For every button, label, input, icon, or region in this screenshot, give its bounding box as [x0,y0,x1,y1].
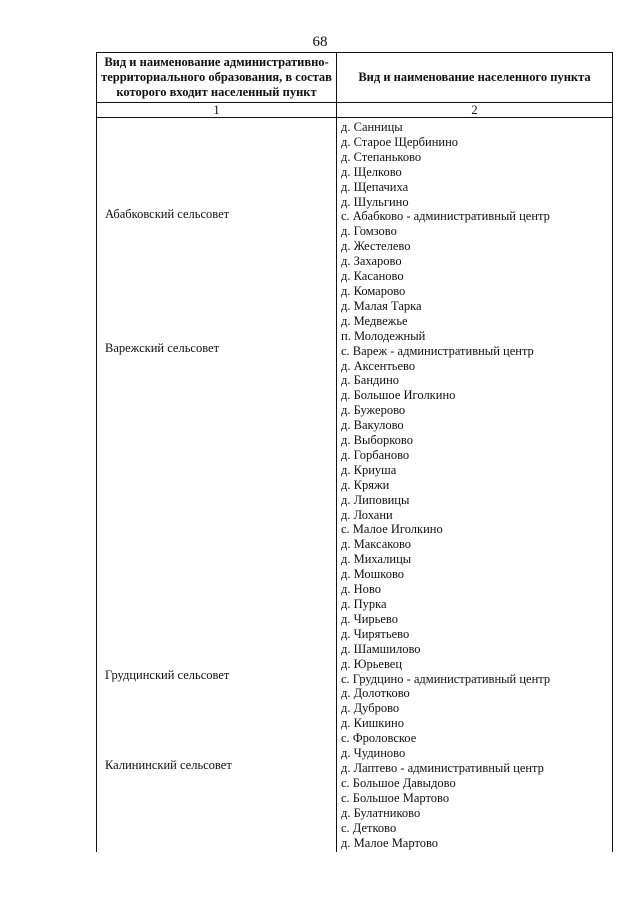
settlements-table [96,52,613,852]
settlement-item: д. Шамшилово [341,641,421,656]
district-column [97,118,337,853]
settlement-item: с. Вареж - административный центр [341,343,534,358]
settlement-item: д. Вакулово [341,418,404,433]
settlement-item: д. Дуброво [341,701,400,716]
district-grudtsinsky: Грудцинский сельсовет [105,668,230,682]
settlement-item: д. Комарово [341,283,406,298]
settlement-item: д. Лохани [341,507,393,522]
settlement-item: с. Грудцино - административный центр [341,671,551,686]
settlement-item: д. Булатниково [341,805,421,820]
district-varezhsky: Варежский сельсовет [105,341,220,355]
settlement-item: д. Малая Тарка [341,298,422,313]
settlement-item: д. Кишкино [341,716,404,731]
settlement-item: д. Санницы [341,120,403,134]
settlement-item: д. Лаптево - административный центр [341,760,544,775]
settlement-item: с. Большое Давыдово [341,775,456,790]
settlement-item: д. Чудиново [341,746,406,761]
settlement-item: д. Михалицы [341,552,412,567]
column-number-1: 1 [97,103,337,118]
settlement-item: д. Горбаново [341,447,410,462]
settlement-item: с. Фроловское [341,731,417,746]
header-district-column: Вид и наименование административно-территориального образования, в состав которого входит населенный пункт [97,53,337,103]
settlement-item: д. Бужерово [341,403,406,418]
settlement-item: д. Выборково [341,433,413,448]
settlement-item: с. Малое Иголкино [341,522,443,537]
settlement-item: д. Криуша [341,462,397,477]
settlement-item: д. Малое Мартово [341,835,439,850]
settlement-item: с. Большое Мартово [341,790,450,805]
settlement-item: д. Большое Иголкино [341,388,456,403]
settlement-item: д. Липовицы [341,492,410,507]
settlement-column [337,118,613,853]
district-kalininsky: Калининский сельсовет [105,758,232,772]
settlement-item: д. Гомзово [341,224,397,239]
settlement-item: д. Жестелево [341,239,411,254]
settlement-item: д. Мошково [341,567,405,582]
settlement-item: д. Степаньково [341,149,422,164]
settlement-item: д. Захарово [341,254,402,269]
settlement-item: д. Долотково [341,686,410,701]
settlement-item: д. Касаново [341,269,404,284]
settlement-item: д. Пурка [341,597,387,611]
settlement-item: с. Детково [341,820,397,835]
settlement-item: д. Шульгино [341,194,409,209]
settlement-item: д. Бандино [341,373,400,388]
settlement-item: с. Абабково - административный центр [341,209,550,224]
settlement-list [337,118,612,850]
settlement-item: д. Щепачиха [341,179,409,194]
settlement-item: п. Молодежный [341,328,426,343]
settlement-item: д. Аксентьево [341,358,416,373]
settlement-item: д. Юрьевец [341,656,403,671]
settlement-item: д. Кряжи [341,477,390,492]
table-header [97,53,613,118]
district-ababkovsky: Абабковский сельсовет [105,207,230,221]
settlement-item: д. Ново [341,582,381,597]
settlement-item: д. Медвежье [341,313,408,328]
settlement-item: д. Щелково [341,164,402,179]
settlement-item: д. Чирьево [341,611,398,626]
column-number-2: 2 [337,103,613,118]
page-number: 68 [312,34,328,50]
header-settlement-column: Вид и наименование населенного пункта [337,53,613,103]
settlement-item: д. Максаково [341,537,412,552]
settlement-item: д. Старое Щербинино [341,134,459,149]
settlement-item: д. Чирятьево [341,626,410,641]
